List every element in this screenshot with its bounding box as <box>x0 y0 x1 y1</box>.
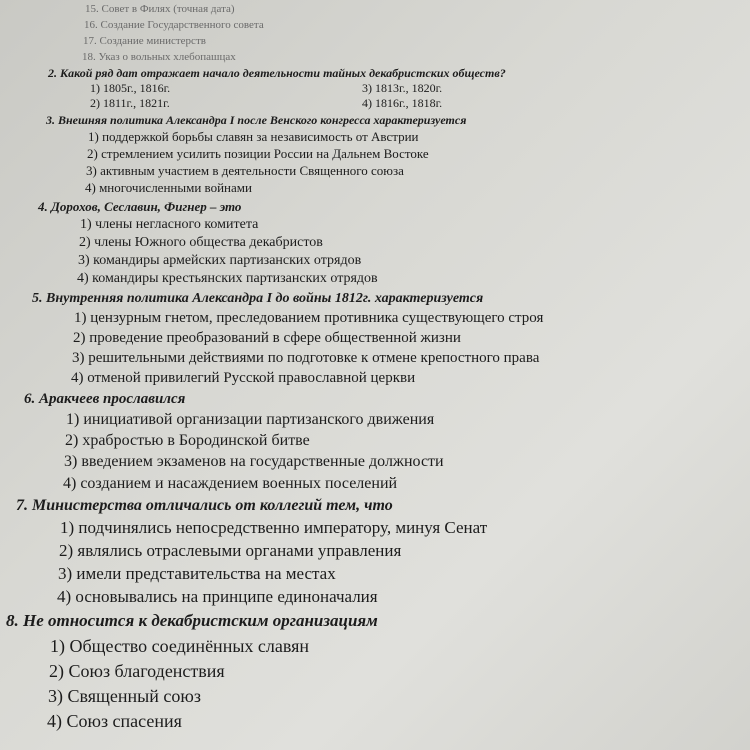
answer-option: 2) члены Южного общества декабристов <box>79 235 323 250</box>
answer-option: 1) члены негласного комитета <box>80 217 259 232</box>
answer-option: 3) имели представительства на местах <box>58 564 336 583</box>
answer-option: 2) Союз благоденствия <box>49 661 225 681</box>
answer-option: 1) 1805г., 1816г. <box>90 81 171 95</box>
answer-option: 2) являлись отраслевыми органами управления <box>59 541 402 560</box>
answer-option: 3) активным участием в деятельности Священного союза <box>86 163 404 178</box>
answer-option: 2) 1811г., 1821г. <box>90 96 170 110</box>
answer-option: 1) цензурным гнетом, преследованием противника существующего строя <box>74 310 544 326</box>
answer-option: 3) 1813г., 1820г. <box>362 81 443 95</box>
answer-option: 4) многочисленными войнами <box>85 180 252 195</box>
answer-option: 2) храбростью в Бородинской битве <box>65 432 310 449</box>
answer-option: 3) командиры армейских партизанских отрядов <box>78 253 362 268</box>
answer-option: 3) Священный союз <box>48 686 201 706</box>
answer-option: 3) введением экзаменов на государственные должности <box>64 453 444 470</box>
answer-option: 1) Общество соединённых славян <box>50 636 310 656</box>
answer-option: 4) командиры крестьянских партизанских отрядов <box>77 271 378 286</box>
answer-option: 1) поддержкой борьбы славян за независимость от Австрии <box>88 129 419 144</box>
answer-option: 3) решительными действиями по подготовке к отмене крепостного права <box>72 350 540 366</box>
answer-option: 1) подчинялись непосредственно императору, минуя Сенат <box>60 518 488 537</box>
answer-option: 2) стремлением усилить позиции России на Дальнем Востоке <box>87 146 429 161</box>
list-item: 17. Создание министерств <box>83 35 206 47</box>
answer-option: 4) основывались на принципе единоначалия <box>57 587 378 606</box>
question-title: 7. Министерства отличались от коллегий тем, что <box>16 497 393 514</box>
answer-option: 2) проведение преобразований в сфере общественной жизни <box>73 330 461 346</box>
question-title: 5. Внутренняя политика Александра I до войны 1812г. характеризуется <box>32 291 484 306</box>
list-item: 15. Совет в Филях (точная дата) <box>85 3 235 15</box>
question-title: 4. Дорохов, Сеславин, Фигнер – это <box>38 199 242 214</box>
question-title: 6. Аракчеев прославился <box>24 391 186 407</box>
answer-option: 4) созданием и насаждением военных поселений <box>63 475 398 492</box>
question-title: 3. Внешняя политика Александра I после Венского конгресса характеризуется <box>46 113 467 127</box>
question-title: 2. Какой ряд дат отражает начало деятельности тайных декабристских обществ? <box>48 66 506 80</box>
question-title: 8. Не относится к декабристским организациям <box>6 611 378 630</box>
list-item: 18. Указ о вольных хлебопашцах <box>82 51 236 63</box>
answer-option: 1) инициативой организации партизанского движения <box>66 411 435 428</box>
answer-option: 4) отменой привилегий Русской православной церкви <box>71 370 416 386</box>
answer-option: 4) 1816г., 1818г. <box>362 96 443 110</box>
list-item: 16. Создание Государственного совета <box>84 19 264 31</box>
answer-option: 4) Союз спасения <box>47 711 182 731</box>
